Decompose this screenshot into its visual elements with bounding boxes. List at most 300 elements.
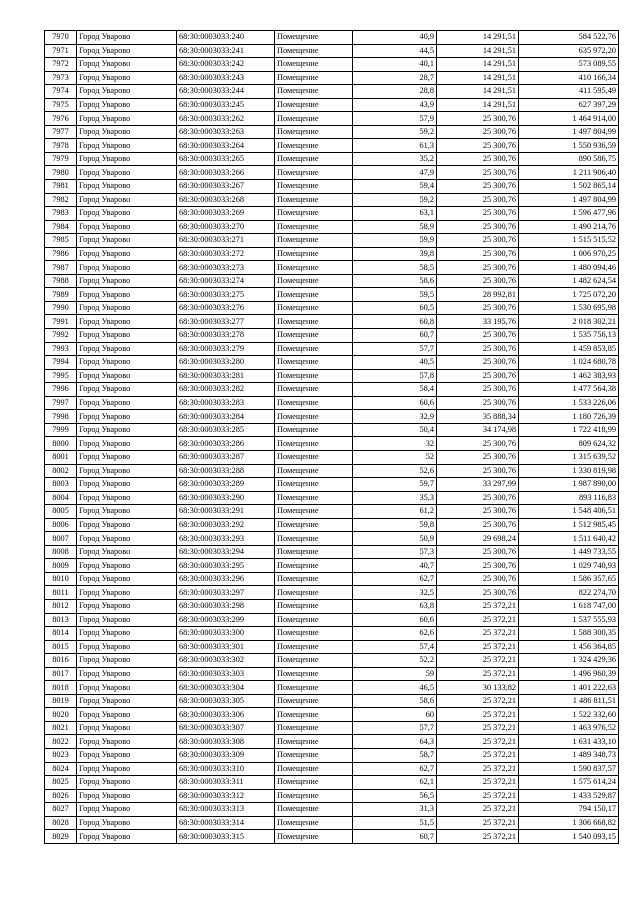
town-cell: Город Уварово <box>77 329 177 343</box>
object-type-cell: Помещение <box>275 830 353 844</box>
object-type-cell: Помещение <box>275 708 353 722</box>
cadastral-number-cell: 68:30:0003033:269 <box>177 207 275 221</box>
area-cell: 56,5 <box>353 789 437 803</box>
cadastral-number-cell: 68:30:0003033:264 <box>177 139 275 153</box>
cadastral-number-cell: 68:30:0003033:306 <box>177 708 275 722</box>
cadastral-value-cell: 1 459 853,85 <box>519 342 619 356</box>
row-number-cell: 8004 <box>45 491 77 505</box>
cadastral-value-cell: 1 497 804,99 <box>519 193 619 207</box>
cadastral-number-cell: 68:30:0003033:296 <box>177 572 275 586</box>
town-cell: Город Уварово <box>77 152 177 166</box>
cadastral-number-cell: 68:30:0003033:312 <box>177 789 275 803</box>
cadastral-value-cell: 1 490 214,76 <box>519 220 619 234</box>
area-cell: 62,1 <box>353 776 437 790</box>
object-type-cell: Помещение <box>275 315 353 329</box>
unit-price-cell: 25 300,76 <box>437 586 519 600</box>
town-cell: Город Уварово <box>77 694 177 708</box>
town-cell: Город Уварово <box>77 288 177 302</box>
row-number-cell: 8011 <box>45 586 77 600</box>
town-cell: Город Уварово <box>77 274 177 288</box>
cadastral-number-cell: 68:30:0003033:276 <box>177 301 275 315</box>
row-number-cell: 7989 <box>45 288 77 302</box>
town-cell: Город Уварово <box>77 315 177 329</box>
cadastral-number-cell: 68:30:0003033:287 <box>177 450 275 464</box>
area-cell: 57,3 <box>353 545 437 559</box>
area-cell: 46,5 <box>353 681 437 695</box>
object-type-cell: Помещение <box>275 396 353 410</box>
unit-price-cell: 25 300,76 <box>437 166 519 180</box>
cadastral-value-cell: 1 024 680,78 <box>519 356 619 370</box>
town-cell: Город Уварово <box>77 369 177 383</box>
unit-price-cell: 25 372,21 <box>437 613 519 627</box>
area-cell: 58,5 <box>353 261 437 275</box>
unit-price-cell: 25 372,21 <box>437 694 519 708</box>
table-row <box>45 193 619 207</box>
row-number-cell: 7991 <box>45 315 77 329</box>
town-cell: Город Уварово <box>77 545 177 559</box>
unit-price-cell: 25 300,76 <box>437 234 519 248</box>
unit-price-cell: 25 300,76 <box>437 505 519 519</box>
table-row <box>45 505 619 519</box>
table-body <box>45 31 619 844</box>
row-number-cell: 7998 <box>45 410 77 424</box>
cadastral-value-cell: 1 211 906,40 <box>519 166 619 180</box>
area-cell: 44,5 <box>353 44 437 58</box>
cadastral-number-cell: 68:30:0003033:308 <box>177 735 275 749</box>
area-cell: 63,1 <box>353 207 437 221</box>
unit-price-cell: 25 372,21 <box>437 830 519 844</box>
cadastral-number-cell: 68:30:0003033:277 <box>177 315 275 329</box>
object-type-cell: Помещение <box>275 627 353 641</box>
row-number-cell: 7971 <box>45 44 77 58</box>
object-type-cell: Помещение <box>275 274 353 288</box>
table-row <box>45 681 619 695</box>
cadastral-number-cell: 68:30:0003033:265 <box>177 152 275 166</box>
unit-price-cell: 25 300,76 <box>437 342 519 356</box>
cadastral-value-cell: 1 029 740,93 <box>519 559 619 573</box>
object-type-cell: Помещение <box>275 640 353 654</box>
row-number-cell: 8016 <box>45 654 77 668</box>
cadastral-value-cell: 809 624,32 <box>519 437 619 451</box>
unit-price-cell: 33 297,99 <box>437 478 519 492</box>
cadastral-number-cell: 68:30:0003033:294 <box>177 545 275 559</box>
table-row <box>45 478 619 492</box>
object-type-cell: Помещение <box>275 694 353 708</box>
object-type-cell: Помещение <box>275 748 353 762</box>
object-type-cell: Помещение <box>275 654 353 668</box>
town-cell: Город Уварово <box>77 532 177 546</box>
cadastral-number-cell: 68:30:0003033:279 <box>177 342 275 356</box>
cadastral-value-cell: 1 482 624,54 <box>519 274 619 288</box>
area-cell: 39,8 <box>353 247 437 261</box>
unit-price-cell: 25 300,76 <box>437 207 519 221</box>
area-cell: 59,2 <box>353 125 437 139</box>
table-row <box>45 152 619 166</box>
cadastral-value-cell: 2 018 302,21 <box>519 315 619 329</box>
area-cell: 28,7 <box>353 71 437 85</box>
unit-price-cell: 25 372,21 <box>437 776 519 790</box>
cadastral-number-cell: 68:30:0003033:273 <box>177 261 275 275</box>
row-number-cell: 8009 <box>45 559 77 573</box>
row-number-cell: 7973 <box>45 71 77 85</box>
object-type-cell: Помещение <box>275 464 353 478</box>
row-number-cell: 8001 <box>45 450 77 464</box>
row-number-cell: 7992 <box>45 329 77 343</box>
town-cell: Город Уварово <box>77 44 177 58</box>
cadastral-number-cell: 68:30:0003033:281 <box>177 369 275 383</box>
cadastral-value-cell: 1 588 300,35 <box>519 627 619 641</box>
table-row <box>45 559 619 573</box>
unit-price-cell: 35 888,34 <box>437 410 519 424</box>
row-number-cell: 7977 <box>45 125 77 139</box>
area-cell: 52,2 <box>353 654 437 668</box>
area-cell: 57,8 <box>353 369 437 383</box>
cadastral-value-cell: 822 274,70 <box>519 586 619 600</box>
cadastral-value-cell: 1 590 837,57 <box>519 762 619 776</box>
town-cell: Город Уварово <box>77 586 177 600</box>
table-row <box>45 139 619 153</box>
cadastral-number-cell: 68:30:0003033:241 <box>177 44 275 58</box>
unit-price-cell: 25 300,76 <box>437 152 519 166</box>
town-cell: Город Уварово <box>77 667 177 681</box>
area-cell: 28,8 <box>353 85 437 99</box>
row-number-cell: 8000 <box>45 437 77 451</box>
cadastral-value-cell: 1 401 222,63 <box>519 681 619 695</box>
unit-price-cell: 34 174,98 <box>437 423 519 437</box>
area-cell: 40,1 <box>353 58 437 72</box>
town-cell: Город Уварово <box>77 518 177 532</box>
cadastral-number-cell: 68:30:0003033:284 <box>177 410 275 424</box>
cadastral-value-cell: 1 515 515,52 <box>519 234 619 248</box>
unit-price-cell: 25 300,76 <box>437 396 519 410</box>
table-row <box>45 803 619 817</box>
cadastral-number-cell: 68:30:0003033:300 <box>177 627 275 641</box>
cadastral-number-cell: 68:30:0003033:311 <box>177 776 275 790</box>
town-cell: Город Уварово <box>77 559 177 573</box>
object-type-cell: Помещение <box>275 220 353 234</box>
area-cell: 59,7 <box>353 478 437 492</box>
unit-price-cell: 25 300,76 <box>437 329 519 343</box>
cadastral-value-cell: 1 463 976,52 <box>519 721 619 735</box>
area-cell: 59,8 <box>353 518 437 532</box>
area-cell: 40,9 <box>353 31 437 45</box>
area-cell: 35,3 <box>353 491 437 505</box>
area-cell: 57,7 <box>353 342 437 356</box>
unit-price-cell: 25 372,21 <box>437 789 519 803</box>
table-row <box>45 315 619 329</box>
table-row <box>45 599 619 613</box>
area-cell: 31,3 <box>353 803 437 817</box>
area-cell: 59,4 <box>353 180 437 194</box>
area-cell: 59,5 <box>353 288 437 302</box>
area-cell: 60,7 <box>353 329 437 343</box>
row-number-cell: 8024 <box>45 762 77 776</box>
unit-price-cell: 25 300,76 <box>437 383 519 397</box>
town-cell: Город Уварово <box>77 180 177 194</box>
area-cell: 58,6 <box>353 274 437 288</box>
unit-price-cell: 25 372,21 <box>437 627 519 641</box>
town-cell: Город Уварово <box>77 613 177 627</box>
unit-price-cell: 25 300,76 <box>437 193 519 207</box>
town-cell: Город Уварово <box>77 193 177 207</box>
unit-price-cell: 25 300,76 <box>437 220 519 234</box>
cadastral-value-cell: 1 535 756,13 <box>519 329 619 343</box>
cadastral-value-cell: 584 522,76 <box>519 31 619 45</box>
cadastral-value-cell: 893 116,83 <box>519 491 619 505</box>
cadastral-number-cell: 68:30:0003033:301 <box>177 640 275 654</box>
unit-price-cell: 25 300,76 <box>437 301 519 315</box>
table-row <box>45 410 619 424</box>
row-number-cell: 8014 <box>45 627 77 641</box>
cadastral-number-cell: 68:30:0003033:303 <box>177 667 275 681</box>
table-row <box>45 667 619 681</box>
row-number-cell: 7999 <box>45 423 77 437</box>
object-type-cell: Помещение <box>275 112 353 126</box>
area-cell: 62,7 <box>353 572 437 586</box>
cadastral-number-cell: 68:30:0003033:270 <box>177 220 275 234</box>
table-row <box>45 369 619 383</box>
unit-price-cell: 25 300,76 <box>437 261 519 275</box>
table-row <box>45 288 619 302</box>
cadastral-number-cell: 68:30:0003033:314 <box>177 816 275 830</box>
area-cell: 58,7 <box>353 748 437 762</box>
town-cell: Город Уварово <box>77 58 177 72</box>
town-cell: Город Уварово <box>77 450 177 464</box>
area-cell: 50,4 <box>353 423 437 437</box>
cadastral-number-cell: 68:30:0003033:263 <box>177 125 275 139</box>
table-row <box>45 301 619 315</box>
row-number-cell: 8023 <box>45 748 77 762</box>
row-number-cell: 8021 <box>45 721 77 735</box>
cadastral-value-cell: 1 618 747,00 <box>519 599 619 613</box>
area-cell: 52,6 <box>353 464 437 478</box>
table-row <box>45 356 619 370</box>
row-number-cell: 7975 <box>45 98 77 112</box>
unit-price-cell: 25 372,21 <box>437 762 519 776</box>
row-number-cell: 8013 <box>45 613 77 627</box>
unit-price-cell: 14 291,51 <box>437 98 519 112</box>
cadastral-value-cell: 1 512 985,45 <box>519 518 619 532</box>
row-number-cell: 7970 <box>45 31 77 45</box>
town-cell: Город Уварово <box>77 261 177 275</box>
cadastral-number-cell: 68:30:0003033:271 <box>177 234 275 248</box>
town-cell: Город Уварово <box>77 139 177 153</box>
cadastral-value-cell: 1 480 094,46 <box>519 261 619 275</box>
cadastral-number-cell: 68:30:0003033:295 <box>177 559 275 573</box>
cadastral-number-cell: 68:30:0003033:266 <box>177 166 275 180</box>
table-row <box>45 694 619 708</box>
cadastral-number-cell: 68:30:0003033:299 <box>177 613 275 627</box>
row-number-cell: 7993 <box>45 342 77 356</box>
object-type-cell: Помещение <box>275 152 353 166</box>
unit-price-cell: 28 992,81 <box>437 288 519 302</box>
cadastral-value-cell: 1 433 529,87 <box>519 789 619 803</box>
object-type-cell: Помещение <box>275 437 353 451</box>
table-row <box>45 735 619 749</box>
area-cell: 50,9 <box>353 532 437 546</box>
cadastral-number-cell: 68:30:0003033:288 <box>177 464 275 478</box>
row-number-cell: 8025 <box>45 776 77 790</box>
area-cell: 32,5 <box>353 586 437 600</box>
row-number-cell: 7997 <box>45 396 77 410</box>
cadastral-value-cell: 1 533 226,06 <box>519 396 619 410</box>
town-cell: Город Уварово <box>77 505 177 519</box>
row-number-cell: 7974 <box>45 85 77 99</box>
cadastral-number-cell: 68:30:0003033:268 <box>177 193 275 207</box>
cadastral-value-cell: 1 315 639,52 <box>519 450 619 464</box>
table-row <box>45 708 619 722</box>
cadastral-value-cell: 1 486 811,51 <box>519 694 619 708</box>
unit-price-cell: 25 372,21 <box>437 721 519 735</box>
cadastral-value-cell: 794 150,17 <box>519 803 619 817</box>
cadastral-value-cell: 627 397,29 <box>519 98 619 112</box>
area-cell: 40,5 <box>353 356 437 370</box>
area-cell: 60 <box>353 708 437 722</box>
cadastral-number-cell: 68:30:0003033:293 <box>177 532 275 546</box>
object-type-cell: Помещение <box>275 71 353 85</box>
table-row <box>45 748 619 762</box>
cadastral-value-cell: 1 497 804,99 <box>519 125 619 139</box>
object-type-cell: Помещение <box>275 180 353 194</box>
town-cell: Город Уварово <box>77 776 177 790</box>
row-number-cell: 8005 <box>45 505 77 519</box>
row-number-cell: 7982 <box>45 193 77 207</box>
town-cell: Город Уварово <box>77 437 177 451</box>
area-cell: 60,6 <box>353 613 437 627</box>
town-cell: Город Уварово <box>77 748 177 762</box>
row-number-cell: 7985 <box>45 234 77 248</box>
town-cell: Город Уварово <box>77 112 177 126</box>
object-type-cell: Помещение <box>275 803 353 817</box>
cadastral-number-cell: 68:30:0003033:289 <box>177 478 275 492</box>
town-cell: Город Уварово <box>77 71 177 85</box>
unit-price-cell: 14 291,51 <box>437 58 519 72</box>
table-row <box>45 396 619 410</box>
town-cell: Город Уварово <box>77 301 177 315</box>
row-number-cell: 8006 <box>45 518 77 532</box>
cadastral-value-cell: 1 540 093,15 <box>519 830 619 844</box>
table-row <box>45 220 619 234</box>
town-cell: Город Уварово <box>77 491 177 505</box>
town-cell: Город Уварово <box>77 31 177 45</box>
cadastral-value-cell: 1 496 960,39 <box>519 667 619 681</box>
row-number-cell: 7987 <box>45 261 77 275</box>
area-cell: 59,9 <box>353 234 437 248</box>
area-cell: 60,6 <box>353 396 437 410</box>
cadastral-number-cell: 68:30:0003033:245 <box>177 98 275 112</box>
cadastral-value-cell: 411 595,49 <box>519 85 619 99</box>
cadastral-value-cell: 1 548 406,51 <box>519 505 619 519</box>
town-cell: Город Уварово <box>77 627 177 641</box>
row-number-cell: 8008 <box>45 545 77 559</box>
town-cell: Город Уварово <box>77 166 177 180</box>
town-cell: Город Уварово <box>77 681 177 695</box>
area-cell: 43,9 <box>353 98 437 112</box>
object-type-cell: Помещение <box>275 789 353 803</box>
cadastral-number-cell: 68:30:0003033:309 <box>177 748 275 762</box>
object-type-cell: Помещение <box>275 667 353 681</box>
area-cell: 57,7 <box>353 721 437 735</box>
object-type-cell: Помещение <box>275 369 353 383</box>
object-type-cell: Помещение <box>275 478 353 492</box>
unit-price-cell: 25 372,21 <box>437 654 519 668</box>
unit-price-cell: 25 372,21 <box>437 640 519 654</box>
unit-price-cell: 25 300,76 <box>437 139 519 153</box>
table-row <box>45 586 619 600</box>
town-cell: Город Уварово <box>77 247 177 261</box>
unit-price-cell: 25 372,21 <box>437 599 519 613</box>
town-cell: Город Уварово <box>77 830 177 844</box>
table-row <box>45 274 619 288</box>
town-cell: Город Уварово <box>77 599 177 613</box>
unit-price-cell: 29 698,24 <box>437 532 519 546</box>
row-number-cell: 7983 <box>45 207 77 221</box>
table-row <box>45 627 619 641</box>
table-row <box>45 85 619 99</box>
unit-price-cell: 30 133,82 <box>437 681 519 695</box>
table-row <box>45 762 619 776</box>
unit-price-cell: 25 300,76 <box>437 464 519 478</box>
unit-price-cell: 14 291,51 <box>437 85 519 99</box>
row-number-cell: 7990 <box>45 301 77 315</box>
cadastral-value-cell: 1 631 433,10 <box>519 735 619 749</box>
object-type-cell: Помещение <box>275 261 353 275</box>
table-row <box>45 532 619 546</box>
row-number-cell: 7988 <box>45 274 77 288</box>
unit-price-cell: 25 300,76 <box>437 369 519 383</box>
area-cell: 58,4 <box>353 383 437 397</box>
object-type-cell: Помещение <box>275 166 353 180</box>
table-row <box>45 816 619 830</box>
unit-price-cell: 25 300,76 <box>437 559 519 573</box>
table-row <box>45 464 619 478</box>
area-cell: 51,5 <box>353 816 437 830</box>
table-row <box>45 383 619 397</box>
table-row <box>45 112 619 126</box>
area-cell: 60,8 <box>353 315 437 329</box>
town-cell: Город Уварово <box>77 125 177 139</box>
cadastral-number-cell: 68:30:0003033:243 <box>177 71 275 85</box>
row-number-cell: 8017 <box>45 667 77 681</box>
unit-price-cell: 14 291,51 <box>437 71 519 85</box>
town-cell: Город Уварово <box>77 356 177 370</box>
town-cell: Город Уварово <box>77 342 177 356</box>
town-cell: Город Уварово <box>77 423 177 437</box>
table-row <box>45 180 619 194</box>
town-cell: Город Уварово <box>77 234 177 248</box>
area-cell: 59,2 <box>353 193 437 207</box>
cadastral-value-cell: 1 522 332,60 <box>519 708 619 722</box>
table-row <box>45 613 619 627</box>
row-number-cell: 8026 <box>45 789 77 803</box>
town-cell: Город Уварово <box>77 816 177 830</box>
row-number-cell: 8010 <box>45 572 77 586</box>
row-number-cell: 8022 <box>45 735 77 749</box>
table-row <box>45 721 619 735</box>
row-number-cell: 8015 <box>45 640 77 654</box>
unit-price-cell: 14 291,51 <box>437 31 519 45</box>
cadastral-value-cell: 635 972,20 <box>519 44 619 58</box>
object-type-cell: Помещение <box>275 301 353 315</box>
area-cell: 60,7 <box>353 830 437 844</box>
cadastral-value-cell: 1 502 865,14 <box>519 180 619 194</box>
row-number-cell: 7978 <box>45 139 77 153</box>
cadastral-number-cell: 68:30:0003033:302 <box>177 654 275 668</box>
table-row <box>45 518 619 532</box>
cadastral-number-cell: 68:30:0003033:298 <box>177 599 275 613</box>
table-row <box>45 234 619 248</box>
table-row <box>45 44 619 58</box>
